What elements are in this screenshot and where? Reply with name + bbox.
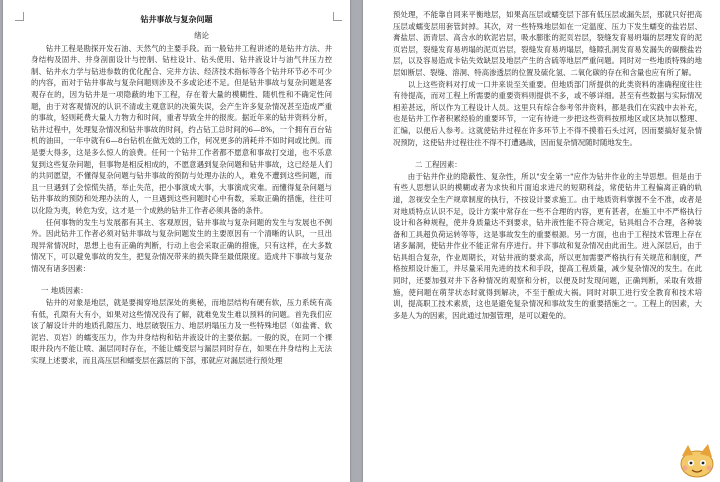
- left-page-body[interactable]: [31, 30, 332, 367]
- paragraph-gap: [31, 274, 332, 285]
- paragraph-causes: 任何事物的发生与发展都有其主、客观原因，钻井事故与复杂问题的发生与发展也不例外。因此钻井工作者必须对钻井事故与复杂问题发生的主要原因有一个清晰的认识，一旦出现异常情况时，思想上也有正确的判断，行动上也会采取正确的措施，只有这样，在大多数情况下，可以避免事故的发生，把复杂情况带来的损失降至最低限度。造成井下事故与复杂情况有诸多因素：: [31, 217, 332, 273]
- document-page-left: [3, 0, 350, 482]
- paragraph-engineering: 由于钻井作业的隐蔽性、复杂性，所以"安全第一"应作为钻井作业的主导思想。但是由于有些人思想认识的模糊或者为求快和片面追求进尺的短期利益，常使钻井工程偏离正确的轨道，忽视安全生产规章制度的执行，不按设计要求施工。由于地质资料掌握不全不准，或者是对地质特点认识不足，设计方案中常存在一些不合理的内容，更有甚者，在施工中不严格执行设计和各种规程，使井身质量达不到要求，钻井液性能不符合规定，钻具组合不合理，各种装备和工具超负荷运转等等，这是事故发生的重要根源。另一方面，也由于工程技术管理上存在诸多漏洞，使钻井作业不能正常有序进行。井下事故和复杂情况由此而生。进入深层后，由于钻具组合复杂，作业周期长，对钻井液的要求高，所以更加需要严格执行有关规范和制度，严格按照设计施工，并尽量采用先进的技术和手段，提高工程质量，减少复杂情况的发生。在此同时，还要加强对井下各种情况的观察和分析，以便及时发现问题，正确判断，采取有效措施，使问题在萌芽状态时就得到解决，不至于酿成大祸。同时对职工进行安全教育和技术培训，提高职工技术素质，这也是避免复杂情况和事故发生的重要措施之一。工程上的因素，大多是人为的因素，因此通过加强管理，是可以避免的。: [393, 171, 702, 320]
- emoticon-sticker-icon: [676, 442, 718, 480]
- section-heading-engineering: 二 工程因素：: [415, 160, 462, 170]
- paragraph-geology-continued: 预处理，不能靠自同来平衡地层，如果高压层或蠕变层下部有低压层或漏失层，那就只好把高压层或蠕变层用套管封掉。其次，对一些特殊地层如在一定温度、压力下发生蠕变的盐岩层、膏盐层、沥青层、高含水的软泥岩层，吸水膨胀的泥页岩层，裂缝发育易坍塌的层理发育的泥页岩层，裂缝发育易坍塌的泥页岩层，裂缝发育易坍塌层，缝隙孔洞发育易发漏失的碳酸盐岩层，以及容易造成卡钻失效缺层及地层产生的含硫等地层严重问题。同时对一些地质特殊的地层如断层、裂缝、溶洞、特高渗透层的位置及硫化氢、二氧化碳的存在和含量也应有所了解。: [393, 10, 702, 77]
- document-page-right: [363, 0, 720, 482]
- section-heading-geology: 一 地质因素：: [41, 286, 88, 296]
- paragraph-geology: 钻井的对象是地层，就是要揭穿地层深处的奥秘，而地层结构有硬有软，压力系统有高有低，孔隙有大有小，如果对这些情况没有了解，就难免发生难以预料的问题。首先我们应该了解设计井的地质孔隙压力、地层破裂压力、地层坍塌压力及一些特殊地层（如盐膏、软泥岩、页岩）的蠕变压力，作为井身结构和钻井液设计的主要依据。一般的说，在同一个裸眼井段内不能让喷、漏层同时存在，不能让蠕变层与漏层同时存在，如果在井身结构上无法实现上述要求，而且高压层和蠕变层在露层的下部，那就应对漏层进行预处理: [31, 298, 332, 366]
- paragraph-data-quality: 以上这些资料对打成一口井来说至关重要。但地质部门所提供的此类资料的准确程度往往有待提高，而对工程上所需要的重要资料则提供不多，或不够详细。甚至有些数据与实际情况相差甚远，所以作为工程设计人员。这里只有综合参考邻井资料，都是我们在实践中去补充，也是钻井工作者积累经验的重要环节，一定有待进一步把这些资料按照地区或区块加以整理、汇编，以便后人参考。这就使钻井过程在许多环节上不得不摸着石头过河，因而要搞好复杂情况预防，这使钻井过程往往不得不打遭遇战，因而复杂情况随时随地发生。: [393, 79, 702, 147]
- intro-heading: 绪论: [194, 31, 209, 40]
- paragraph-gap: [393, 148, 702, 159]
- right-page-body[interactable]: [393, 9, 702, 321]
- paragraph-intro: 钻井工程是勘探开发石油、天然气的主要手段。而一般钻井工程讲述的是钻井方法、井身结构及固井、井身剖面设计与控制、钻柱设计、钻头使用、钻井液设计与油气井压力控制、钻井水力学与钻进参数的优化配合、完井方法、经济技术指标等各个钻井环节必不可少的内容，而对于钻井事故与复杂问题则涉及不多或论述不足。但是钻井事故与复杂问题是客观存在的，因为钻井是一项隐蔽的地下工程，存在着大量的模糊性、随机性和不确定性问题，由于对客观情况的认识不清或主观意识的决策失误，会产生许多复杂情况甚至造成严重的事故，轻则耗费大量人力物力和时间，重者导致全井的报废。据近年来的钻井资料分析，钻井过程中，处理复杂情况和钻井事故的时间，约占钻工总时间的6—8%，一个拥有百台钻机的油田，一年中就有6—8台钻机在做无效的工作，何况更多的消耗并不如时间或比例。而是要大得多，这是多么惊人的浪费。任何一个钻井工作者都不愿意和事故打交道，也不乐意复到这些复杂问题，但事物是相反相成的，不愿意遇到复杂问题和钻井事故，这已经是人们的共同愿望，不懂得复杂问题与钻井事故的预防与处理办法的人，难免不遭到这些问题，而且一旦遇到了会惊慌失措，举止失范，把小事演成大事，大事演成灾难。而懂得复杂问题与钻井事故的预防和处理办法的人，一旦遇到这些问题时心中有数，采取正确的措施，往往可以化险为夷，转危为安，这才是一个成熟的钻井工作者必须具备的条件。: [31, 43, 332, 215]
- document-title: 钻井事故与复杂问题: [140, 14, 213, 24]
